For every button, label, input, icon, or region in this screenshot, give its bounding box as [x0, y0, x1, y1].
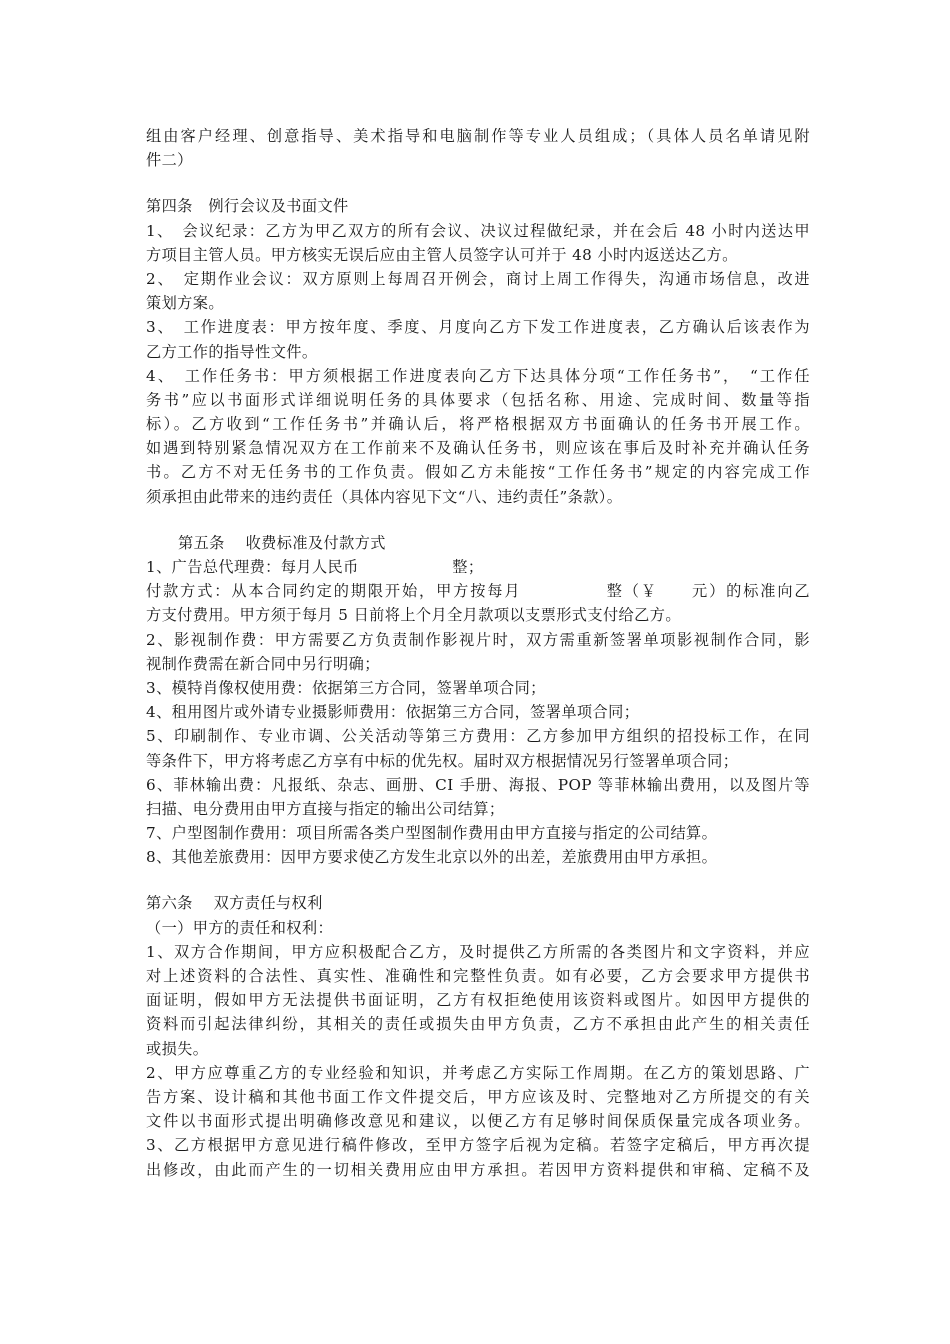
text-line: 资料而引起法律纠纷，其相关的责任或损失由甲方负责，乙方不承担由此产生的相关责任 [146, 1015, 810, 1034]
text-line: 1、 会议纪录：乙方为甲乙双方的所有会议、决议过程做纪录，并在会后 48 小时内送达甲 [146, 221, 810, 240]
text-line: 对上述资料的合法性、真实性、准确性和完整性负责。如有必要，乙方会要求甲方提供书 [146, 967, 810, 985]
text-line: 第四条 例行会议及书面文件 [146, 197, 349, 216]
text-line: 出修改，由此而产生的一切相关费用应由甲方承担。若因甲方资料提供和审稿、定稿不及 [146, 1160, 810, 1179]
text-line: 告方案、设计稿和其他书面工作文件提交后，甲方应该及时、完整地对乙方所提交的有关 [146, 1087, 810, 1106]
text-line: 方支付费用。甲方须于每月 5 日前将上个月全月款项以支票形式支付给乙方。 [146, 606, 681, 625]
text-line: 如遇到特别紧急情况双方在工作前来不及确认任务书，则应该在事后及时补充并确认任务 [146, 439, 810, 458]
text-line: 2、影视制作费：甲方需要乙方负责制作影视片时，双方需重新签署单项影视制作合同，影 [146, 630, 810, 649]
text-line: 4、租用图片或外请专业摄影师费用：依据第三方合同，签署单项合同； [146, 703, 640, 722]
text-line: 3、模特肖像权使用费：依据第三方合同，签署单项合同； [146, 678, 546, 697]
text-line: 方项目主管人员。甲方核实无误后应由主管人员签字认可并于 48 小时内返送达乙方。 [146, 245, 738, 264]
text-line: （一）甲方的责任和权利： [146, 918, 334, 937]
text-line: 5、印刷制作、专业市调、公关活动等第三方费用：乙方参加甲方组织的招投标工作，在同 [146, 727, 810, 746]
text-line: 6、菲林输出费：凡报纸、杂志、画册、CI 手册、海报、POP 等菲林输出费用，以及图片等 [146, 775, 810, 794]
text-line: 或损失。 [146, 1039, 209, 1058]
paragraph-gap [146, 869, 810, 891]
text-line: 面证明，假如甲方无法提供书面证明，乙方有权拒绝使用该资料或图片。如因甲方提供的 [146, 991, 810, 1010]
text-line: 1、双方合作期间，甲方应积极配合乙方，及时提供乙方所需的各类图片和文字资料，并应 [146, 942, 810, 961]
text-line: 3、乙方根据甲方意见进行稿件修改，至甲方签字后视为定稿。若签字定稿后，甲方再次提 [146, 1136, 810, 1155]
document-page [146, 124, 810, 1182]
text-line: 4、 工作任务书：甲方须根据工作进度表向乙方下达具体分项“工作任务书”， “工作任 [146, 366, 810, 385]
text-line: 2、 定期作业会议：双方原则上每周召开例会，商讨上周工作得失，沟通市场信息，改进 [146, 269, 810, 288]
text-line: 1、广告总代理费：每月人民币 整； [146, 558, 484, 576]
text-line: 7、户型图制作费用：项目所需各类户型图制作费用由甲方直接与指定的公司结算。 [146, 824, 718, 843]
text-line: 策划方案。 [146, 294, 224, 313]
text-line: 组由客户经理、创意指导、美术指导和电脑制作等专业人员组成；（具体人员名单请见附 [146, 127, 810, 145]
text-line: 须承担由此带来的违约责任（具体内容见下文“八、违约责任”条款）。 [146, 487, 623, 506]
text-line: 标）。乙方收到“工作任务书”并确认后，将严格根据双方书面确认的任务书开展工作。 [146, 415, 810, 434]
text-line: 付款方式：从本合同约定的期限开始，甲方按每月 整（￥ 元）的标准向乙 [146, 582, 810, 601]
text-line: 务书”应以书面形式详细说明任务的具体要求（包括名称、用途、完成时间、数量等指 [146, 390, 810, 409]
text-line: 书。乙方不对无任务书的工作负责。假如乙方未能按“工作任务书”规定的内容完成工作 [146, 463, 810, 482]
text-line: 等条件下，甲方将考虑乙方享有中标的优先权。届时双方根据情况另行签署单项合同； [146, 751, 739, 770]
text-line: 2、甲方应尊重乙方的专业经验和知识，并考虑乙方实际工作周期。在乙方的策划思路、广 [146, 1063, 810, 1082]
text-line: 3、 工作进度表：甲方按年度、季度、月度向乙方下发工作进度表，乙方确认后该表作为 [146, 318, 810, 337]
text-line: 视制作费需在新合同中另行明确； [146, 654, 380, 673]
text-line: 乙方工作的指导性文件。 [146, 342, 318, 361]
text-line: 8、其他差旅费用：因甲方要求使乙方发生北京以外的出差，差旅费用由甲方承担。 [146, 848, 718, 867]
text-line: 第五条 收费标准及付款方式 [178, 533, 386, 552]
paragraph-gap [146, 509, 810, 531]
text-line: 件二） [146, 151, 193, 170]
paragraph-gap [146, 172, 810, 194]
text-line: 文件以书面形式提出明确修改意见和建议，以便乙方有足够时间保质保量完成各项业务。 [146, 1112, 810, 1131]
text-line: 扫描、电分费用由甲方直接与指定的输出公司结算； [146, 799, 505, 818]
text-line: 第六条 双方责任与权利 [146, 894, 323, 913]
